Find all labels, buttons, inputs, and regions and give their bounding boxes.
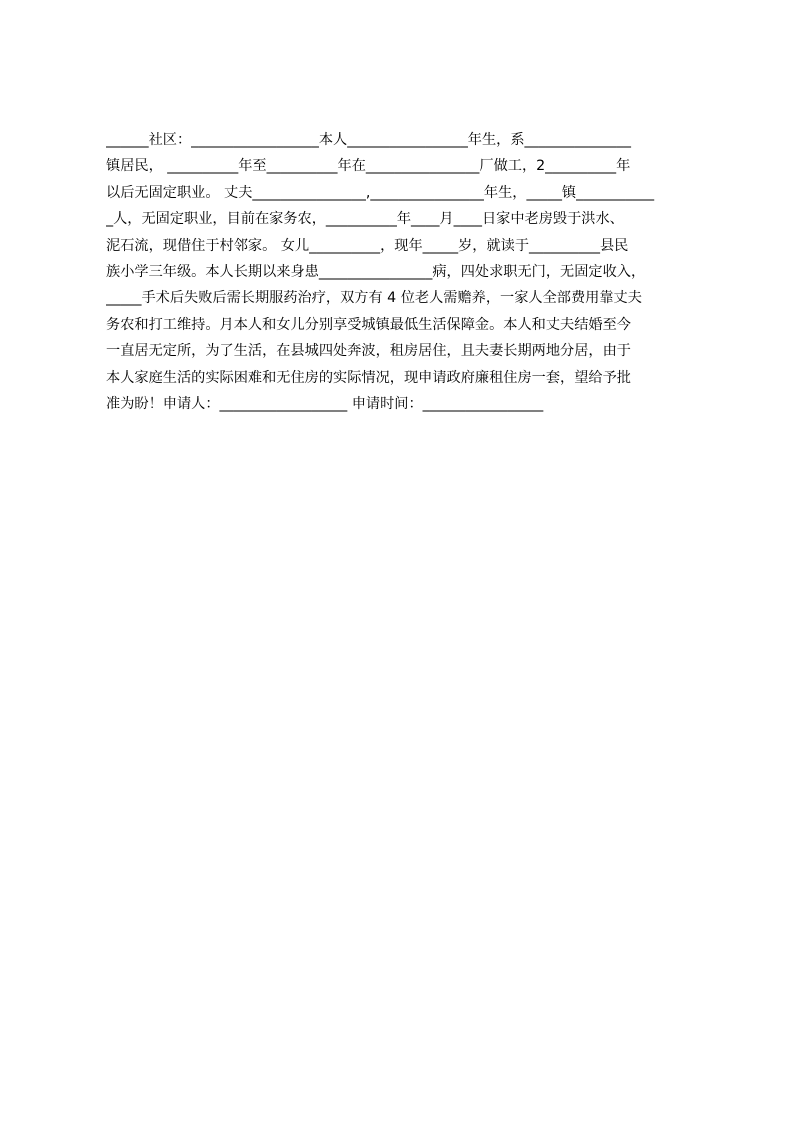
body-line-2: 镇居民， __________年至__________年在________________厂做工，2__________年 bbox=[106, 158, 631, 175]
body-line-10: 本人家庭生活的实际困难和无住房的实际情况，现申请政府廉租住房一套，望给予批 bbox=[106, 369, 631, 386]
signature-line: 准为盼！申请人：__________________ 申请时间：_________________ bbox=[106, 395, 544, 412]
body-line-8: 务农和打工维持。月本人和女儿分别享受城镇最低生活保障金。本人和丈夫结婚至今 bbox=[106, 316, 631, 333]
body-line-1: ______社区：__________________本人_________________年生，系_______________ bbox=[106, 132, 631, 148]
body-line-9: 一直居无定所，为了生活，在县城四处奔波，租房居住，且夫妻长期两地分居，由于 bbox=[106, 343, 631, 360]
body-line-4: _人，无固定职业，目前在家务农，__________年____月____日家中老房毁于洪水、 bbox=[106, 211, 624, 228]
body-line-7: _____手术后失败后需长期服药治疗，双方有 4 位老人需赡养，一家人全部费用靠丈夫 bbox=[106, 290, 642, 307]
application-body bbox=[106, 127, 698, 417]
body-line-6: 族小学三年级。本人长期以来身患________________病，四处求职无门，无固定收入， bbox=[106, 263, 646, 280]
body-line-5: 泥石流，现借住于村邻家。 女儿__________，现年_____岁，就读于__________县民 bbox=[106, 237, 629, 254]
body-line-3: 以后无固定职业。 丈夫________________,________________年生，_____镇___________ bbox=[106, 184, 655, 201]
